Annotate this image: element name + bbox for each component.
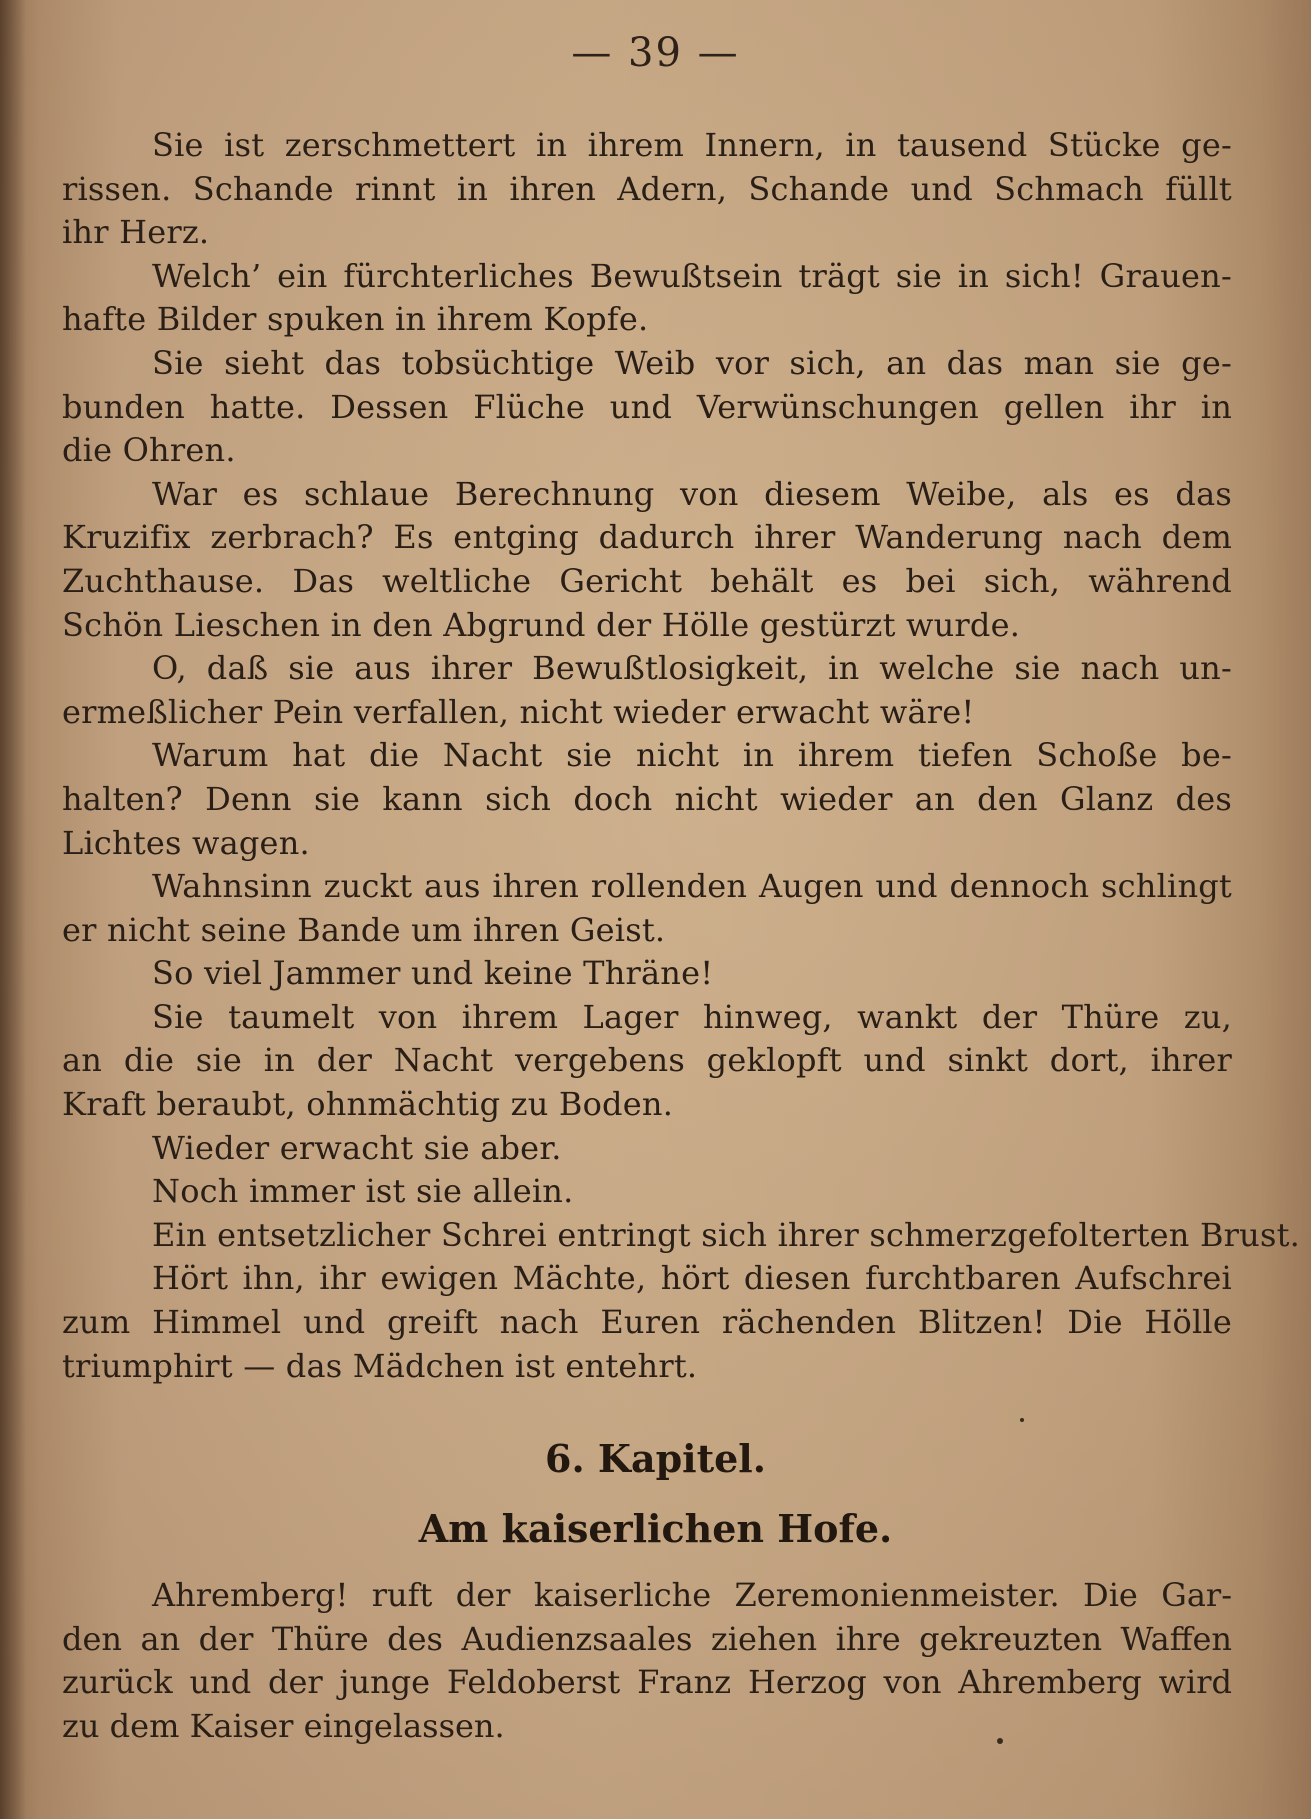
- text-line: War es schlaue Berechnung von diesem Weibe, als es das: [152, 474, 1232, 513]
- text-line: Ahremberg! ruft der kaiserliche Zeremonienmeister. Die Gar-: [152, 1576, 1232, 1614]
- text-line: Ein entsetzlicher Schrei entringt sich ihrer schmerzgefolterten Brust.: [152, 1215, 1301, 1254]
- chapter-heading: 6. Kapitel.: [545, 1436, 766, 1481]
- text-line: ihr Herz.: [62, 213, 210, 252]
- text-line: ermeßlicher Pein verfallen, nicht wieder erwacht wäre!: [62, 692, 975, 731]
- chapter-6-opening-text: [62, 1574, 1232, 1748]
- text-line: zu dem Kaiser eingelassen.: [62, 1706, 505, 1745]
- text-line: er nicht seine Bande um ihren Geist.: [62, 910, 666, 949]
- text-line: Wahnsinn zuckt aus ihren rollenden Augen und dennoch schlingt: [152, 867, 1232, 906]
- text-line: O, daß sie aus ihrer Bewußtlosigkeit, in welche sie nach un-: [152, 649, 1232, 688]
- text-line: hafte Bilder spuken in ihrem Kopfe.: [62, 300, 649, 339]
- ink-speck: [997, 1738, 1003, 1744]
- text-line: den an der Thüre des Audienzsaales ziehen ihre gekreuzten Waffen: [62, 1619, 1232, 1658]
- text-line: zum Himmel und greift nach Euren rächenden Blitzen! Die Hölle: [62, 1303, 1232, 1342]
- page-number: — 39 —: [571, 30, 740, 76]
- chapter-subtitle: Am kaiserlichen Hofe.: [418, 1506, 893, 1551]
- text-line: zurück und der junge Feldoberst Franz Herzog von Ahremberg wird: [62, 1663, 1232, 1702]
- ink-speck: [1020, 1418, 1024, 1422]
- text-line: Schön Lieschen in den Abgrund der Hölle gestürzt wurde.: [62, 605, 1021, 644]
- text-line: Sie sieht das tobsüchtige Weib vor sich, an das man sie ge-: [152, 343, 1232, 382]
- text-line: Hört ihn, ihr ewigen Mächte, hört diesen furchtbaren Aufschrei: [152, 1259, 1232, 1298]
- text-line: bunden hatte. Dessen Flüche und Verwünschungen gellen ihr in: [62, 387, 1232, 426]
- text-line: Kruzifix zerbrach? Es entging dadurch ihrer Wanderung nach dem: [62, 518, 1232, 557]
- text-line: rissen. Schande rinnt in ihren Adern, Schande und Schmach füllt: [62, 169, 1232, 208]
- chapter-5-ending-text: [62, 124, 1301, 1388]
- text-line: Sie ist zerschmettert in ihrem Innern, in tausend Stücke ge-: [152, 126, 1232, 164]
- text-line: Welch’ ein fürchterliches Bewußtsein trägt sie in sich! Grauen-: [152, 256, 1232, 295]
- text-line: halten? Denn sie kann sich doch nicht wieder an den Glanz des: [62, 779, 1232, 818]
- text-line: Warum hat die Nacht sie nicht in ihrem tiefen Schoße be-: [152, 736, 1232, 775]
- text-line: Sie taumelt von ihrem Lager hinweg, wankt der Thüre zu,: [152, 997, 1232, 1036]
- text-line: Noch immer ist sie allein.: [152, 1172, 574, 1211]
- text-line: Lichtes wagen.: [62, 823, 310, 862]
- text-line: Zuchthause. Das weltliche Gericht behält es bei sich, während: [62, 561, 1232, 600]
- text-line: So viel Jammer und keine Thräne!: [152, 954, 714, 993]
- text-line: Kraft beraubt, ohnmächtig zu Boden.: [62, 1085, 674, 1124]
- text-line: triumphirt — das Mädchen ist entehrt.: [62, 1346, 698, 1385]
- text-line: die Ohren.: [62, 431, 236, 470]
- text-line: an die sie in der Nacht vergebens geklopft und sinkt dort, ihrer: [62, 1041, 1232, 1080]
- text-line: Wieder erwacht sie aber.: [152, 1128, 562, 1167]
